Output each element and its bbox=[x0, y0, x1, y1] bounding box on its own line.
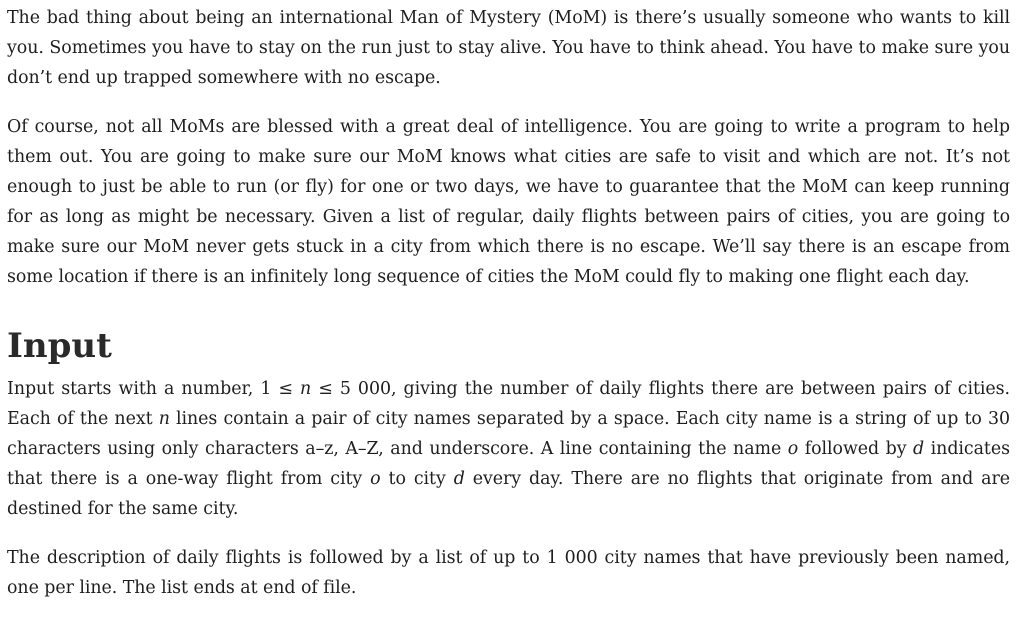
math-variable: o bbox=[787, 439, 799, 459]
text-span: to city bbox=[380, 469, 454, 489]
input-paragraph-2 bbox=[7, 543, 1010, 603]
intro-paragraph-2: Of course, not all MoMs are blessed with a great deal of intelligence. You are going to write a program to help them out. You are going to make sure our MoM knows what cities are safe to visit and which are not. It’s not enough to just be able to run (or fly) for one or two days, we have to guarantee that the MoM can keep running for as long as might be necessary. Given a list of regular, daily flights between pairs of cities, you are going to make sure our MoM never gets stuck in a city from which there is no escape. We’ll say there is an escape from some location if there is an infinitely long sequence of cities the MoM could fly to making one flight each day. bbox=[7, 117, 1010, 287]
math-variable: o bbox=[370, 469, 381, 489]
math-expression: ≤ 5 000 bbox=[311, 379, 391, 399]
intro-paragraph-1: The bad thing about being an international Man of Mystery (MoM) is there’s usually someone who wants to kill you. Sometimes you have to stay on the run just to stay alive. You have to think ahead. You have to make sure you don’t end up trapped somewhere with no escape. bbox=[7, 8, 1010, 88]
math-variable: d bbox=[913, 439, 925, 459]
math-expression: 30 bbox=[987, 409, 1010, 429]
math-expression: 1 ≤ bbox=[260, 379, 301, 399]
math-variable: d bbox=[453, 469, 465, 489]
text-span: characters using only characters a–z, A–Z, and underscore. A line containing the name bbox=[7, 439, 788, 459]
math-variable: n bbox=[158, 409, 170, 429]
text-span: indicates that there is a one-way flight from city bbox=[7, 439, 1010, 489]
text-span: every day. There are no flights that originate from and are destined for the same city. bbox=[7, 469, 1010, 519]
input-paragraph-1 bbox=[7, 374, 1010, 524]
math-expression: 1 000 bbox=[546, 548, 598, 568]
text-span: lines contain a pair of city names separated by a space. Each city name is a string of up to bbox=[169, 409, 988, 429]
text-span: followed by bbox=[798, 439, 914, 459]
text-span: , giving the number of daily flights there are between pairs of cities. Each of the next bbox=[7, 379, 1011, 429]
text-span: Input starts with a number, bbox=[7, 379, 261, 399]
input-heading: Input bbox=[7, 326, 112, 366]
text-span: The description of daily flights is followed by a list of up to bbox=[7, 548, 547, 568]
text-span: city names that have previously been named, one per line. The list ends at end of file. bbox=[7, 548, 1010, 598]
math-variable: n bbox=[300, 379, 312, 399]
